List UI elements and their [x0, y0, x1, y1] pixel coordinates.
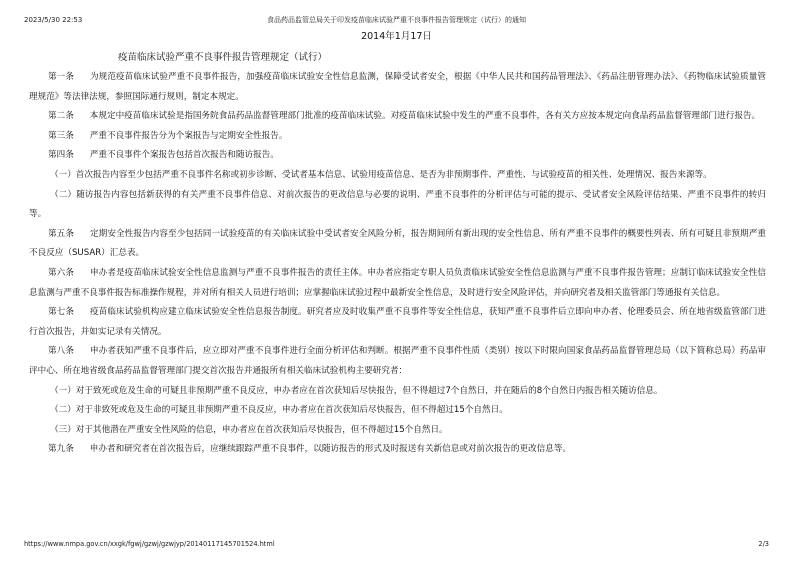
regulation-body: [29, 68, 766, 460]
print-footer: [24, 538, 769, 550]
article-paragraph: [29, 68, 766, 107]
paragraph-text: 申办者和研究者在首次报告后，应继续跟踪严重不良事件，以随访报告的形式及时报送有关新信息或对前次报告的更改信息等。: [89, 444, 572, 455]
article-paragraph: [29, 127, 766, 147]
print-header: [24, 13, 769, 27]
paragraph-text: 严重不良事件报告分为个案报告与定期安全性报告。: [89, 130, 288, 141]
paragraph-text: 申办者获知严重不良事件后，应立即对严重不良事件进行全面分析评估和判断。根据严重不良事件性质（类别）按以下时限向国家食品药品监督管理总局（以下简称总局）药品审评中心、所在地省级食品药品监督管理部门提交首次报告并通报所有相关临床试验机构主要研究者：: [29, 346, 766, 376]
rule-title: 疫苗临床试验严重不良事件报告管理规定（试行）: [118, 52, 328, 63]
paragraph-text: 为规范疫苗临床试验严重不良事件报告，加强疫苗临床试验安全性信息监测，保障受试者安全，根据《中华人民共和国药品管理法》、《药品注册管理办法》、《药物临床试验质量管理规范》等法律法规，参照国际通行规则，制定本规定。: [29, 72, 766, 102]
article-paragraph: [29, 303, 766, 342]
paragraph-text: 申办者是疫苗临床试验安全性信息监测与严重不良事件报告的责任主体。申办者应指定专职人员负责临床试验安全性信息监测与严重不良事件报告管理；应制订临床试验安全性信息监测与严重不良事件报告标准操作规程，并对所有相关人员进行培训；应掌握临床试验过程中最新安全性信息，及时进行安全风险评估，并向研究者及相关监管部门等通报有关信息。: [29, 267, 766, 298]
article-paragraph: [29, 342, 766, 381]
paragraph-text: （一）首次报告内容至少包括严重不良事件名称或初步诊断、受试者基本信息、试验用疫苗信息、是否为非预期事件、严重性、与试验疫苗的相关性、处理情况、报告来源等。: [50, 169, 712, 180]
article-number: 第八条: [48, 346, 75, 357]
article-paragraph: [29, 146, 766, 166]
sub-item-paragraph: [29, 421, 766, 441]
sub-item-paragraph: [29, 186, 766, 225]
article-paragraph: [29, 264, 766, 303]
paragraph-text: 严重不良事件个案报告包括首次报告和随访报告。: [89, 150, 279, 161]
paragraph-text: 本规定中疫苗临床试验是指国务院食品药品监督管理部门批准的疫苗临床试验。对疫苗临床试验中发生的严重不良事件，各有关方应按本规定向食品药品监督管理部门进行报告。: [89, 111, 761, 122]
publish-date: 2014年1月17日: [361, 31, 432, 42]
document-title: 食品药品监管总局关于印发疫苗临床试验严重不良事件报告管理规定（试行）的通知: [267, 16, 526, 24]
page-number: 2/3: [758, 540, 769, 548]
sub-item-paragraph: [29, 401, 766, 421]
paragraph-text: 疫苗临床试验机构应建立临床试验安全性信息报告制度。研究者应及时收集严重不良事件等安全性信息，获知严重不良事件后立即向申办者、伦理委员会、所在地省级监管部门进行首次报告，并如实记录有关情况。: [29, 307, 766, 337]
paragraph-text: 定期安全性报告内容至少包括同一试验疫苗的有关临床试验中受试者安全风险分析，报告期间所有新出现的安全性信息、所有严重不良事件的概要性列表、所有可疑且非预期严重不良反应（SUSAR）汇总表。: [29, 228, 766, 259]
paragraph-text: （三）对于其他潜在严重安全性风险的信息，申办者应在首次获知后尽快报告，但不得超过15个自然日。: [50, 424, 448, 435]
article-number: 第四条: [48, 150, 74, 161]
paragraph-text: （一）对于致死或危及生命的可疑且非预期严重不良反应，申办者应在首次获知后尽快报告，但不得超过7个自然日，并在随后的8个自然日内报告相关随访信息。: [50, 385, 663, 396]
article-number: 第一条: [48, 72, 74, 82]
article-paragraph: [29, 107, 766, 127]
paragraph-text: （二）随访报告内容包括新获得的有关严重不良事件信息、对前次报告的更改信息与必要的说明、严重不良事件的分析评估与可能的提示、受试者安全风险评估结果、严重不良事件的转归等。: [29, 189, 766, 220]
article-number: 第三条: [48, 130, 74, 141]
paragraph-text: （二）对于非致死或危及生命的可疑且非预期严重不良反应，申办者应在首次获知后尽快报告，但不得超过15个自然日。: [50, 405, 508, 416]
article-number: 第五条: [48, 228, 75, 239]
article-number: 第六条: [48, 267, 75, 278]
article-paragraph: [29, 225, 766, 264]
article-number: 第九条: [48, 444, 74, 455]
sub-item-paragraph: [29, 382, 766, 402]
print-datetime: 2023/5/30 22:53: [24, 16, 83, 24]
article-paragraph: [29, 440, 766, 460]
source-url: https://www.nmpa.gov.cn/xxgk/fgwj/gzwj/gzwjyp/20140117145701524.html: [24, 540, 275, 548]
sub-item-paragraph: [29, 166, 766, 186]
article-number: 第二条: [48, 111, 74, 122]
article-number: 第七条: [48, 307, 75, 318]
